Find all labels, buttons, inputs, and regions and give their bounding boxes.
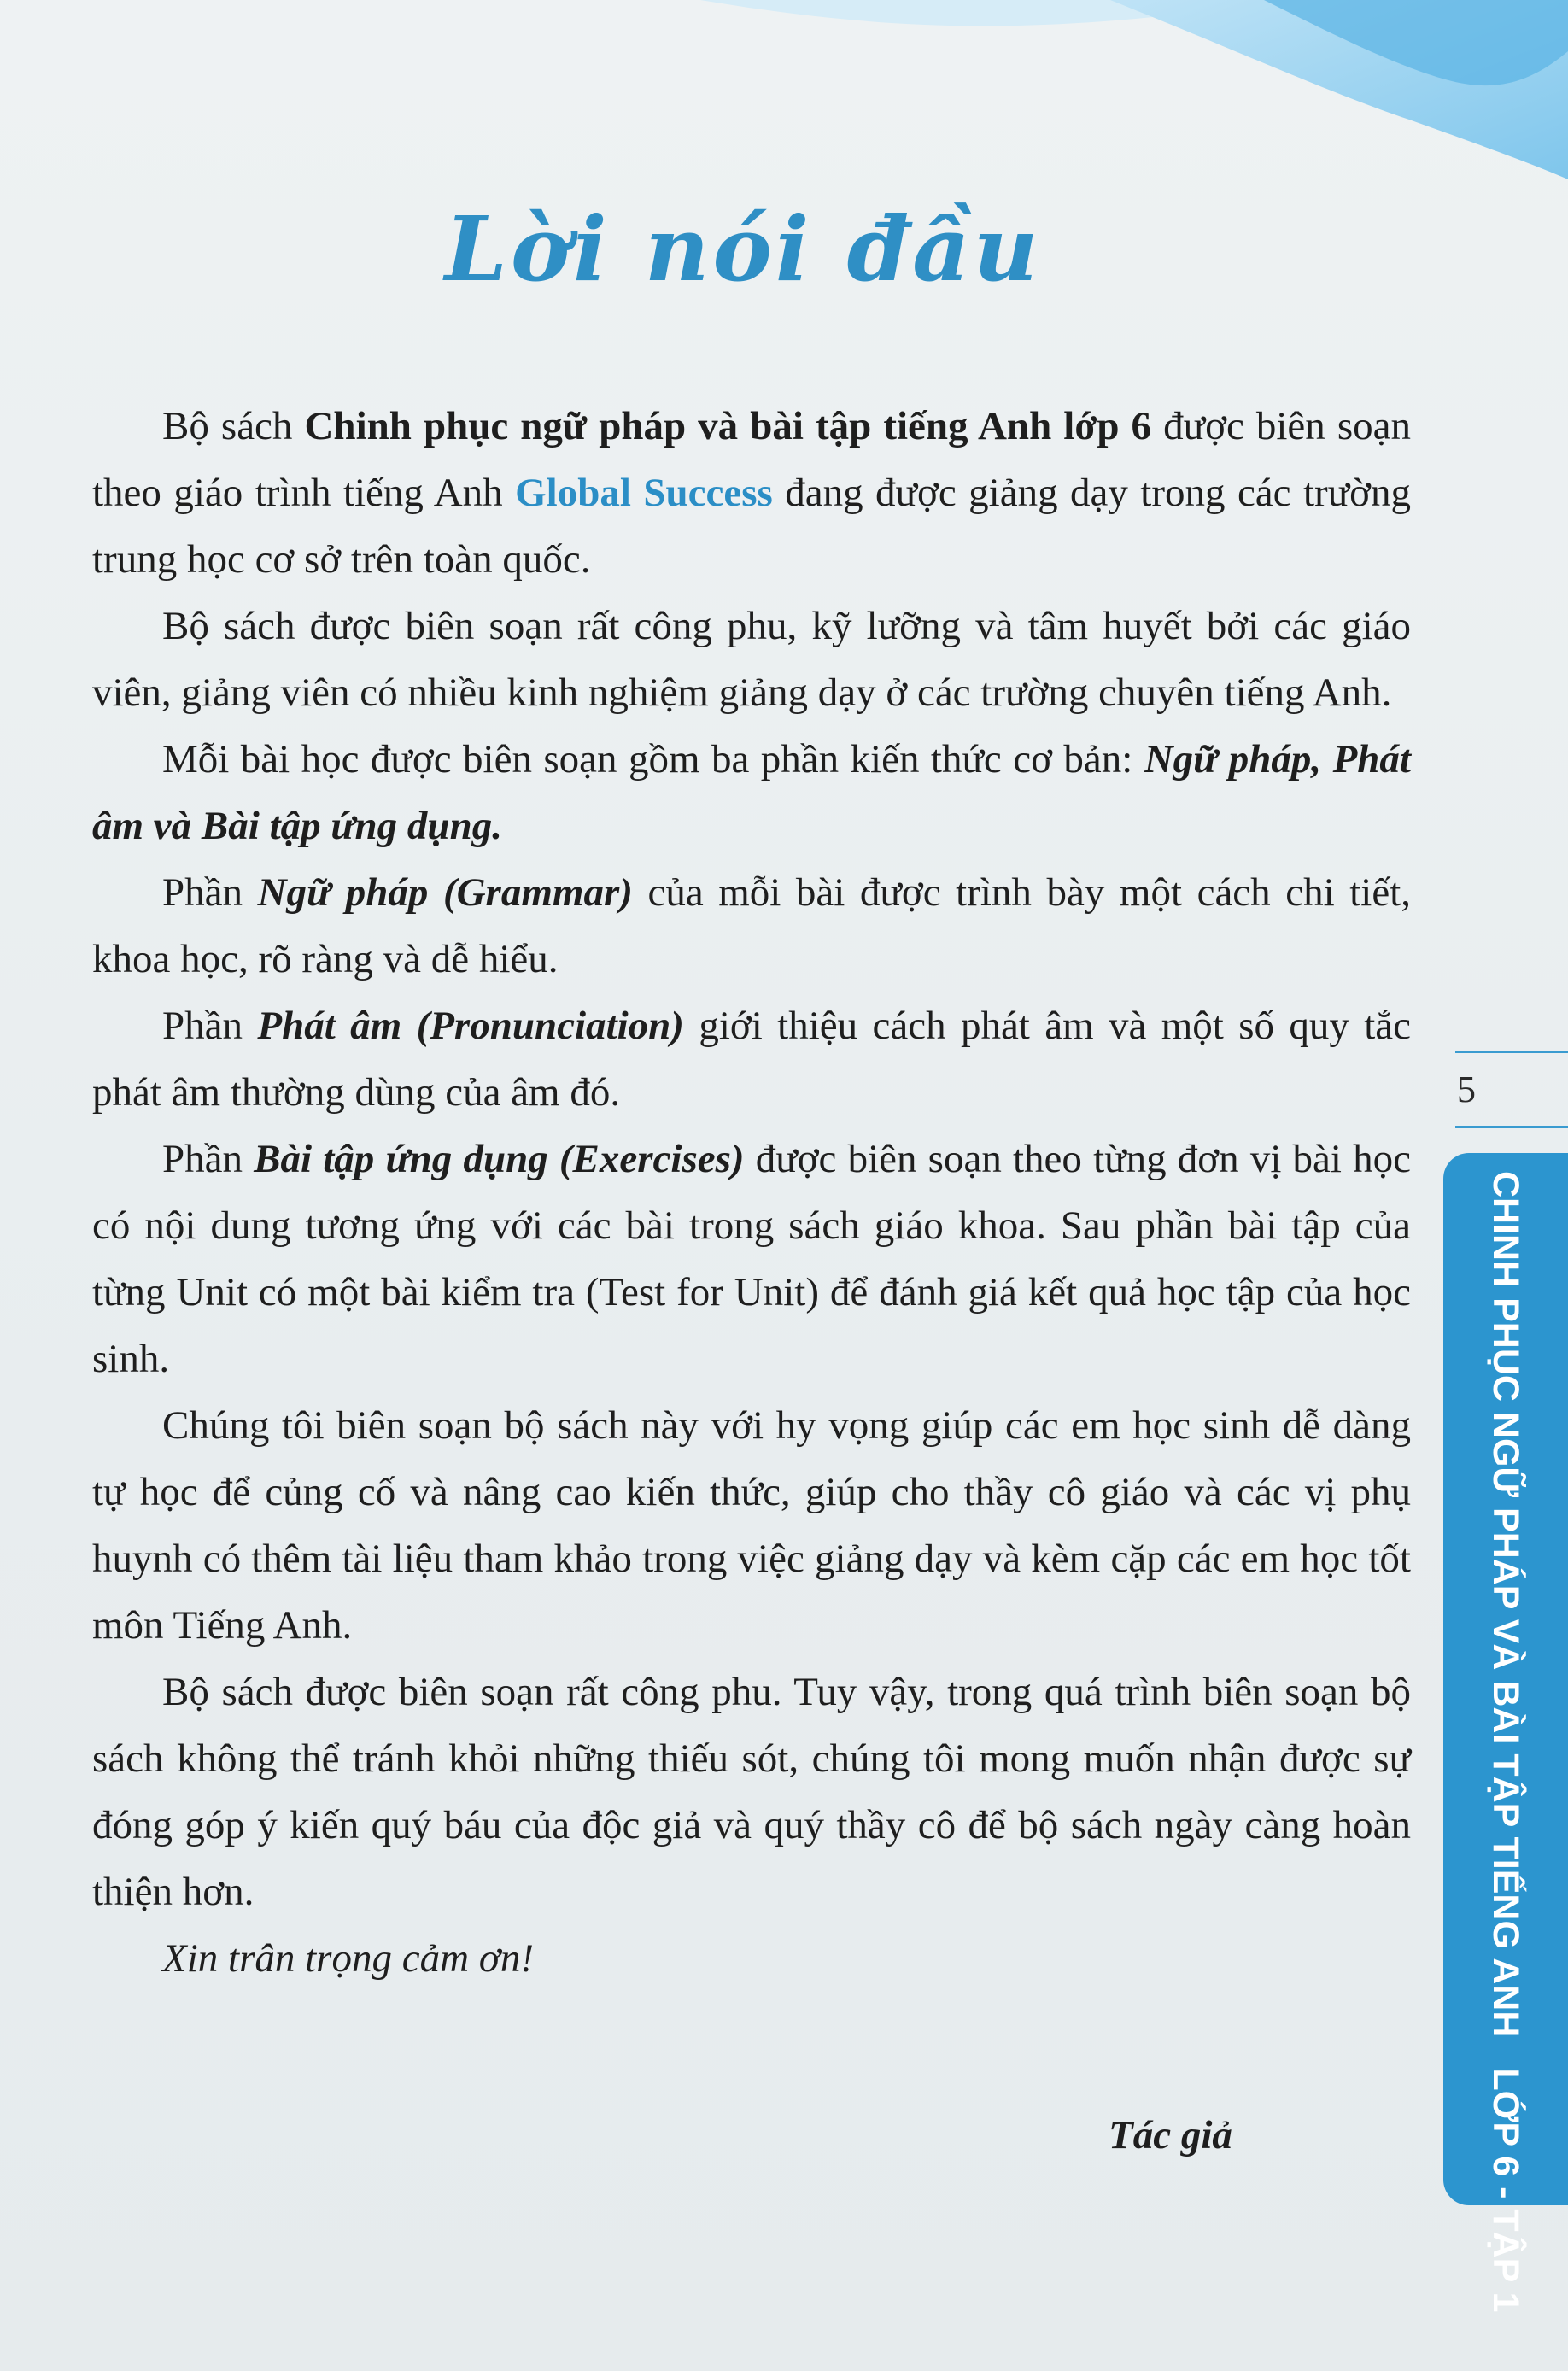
divider xyxy=(1455,1051,1568,1053)
paragraph-text: được biên soạn theo giáo trình tiếng Anh xyxy=(92,404,1411,515)
paragraph-3 xyxy=(92,726,1411,859)
preface-body xyxy=(92,393,1411,1992)
page-title: Lời nói đầu xyxy=(444,196,1042,301)
paragraph-5 xyxy=(92,992,1411,1126)
paragraph-text: Bộ sách xyxy=(162,404,305,448)
closing-line: Xin trân trọng cảm ơn! xyxy=(162,1936,535,1981)
emphasis-text: Phát âm (Pronunciation) xyxy=(257,1004,684,1048)
decorative-wave xyxy=(0,0,1568,222)
paragraph-text: được biên soạn theo từng đơn vị bài học có nội dung tương ứng với các bài trong sách giáo khoa. Sau phần bài tập của từng Unit có một bài kiểm tra (Test for Unit) để đánh giá kết quả học tập của học sinh. xyxy=(92,1137,1411,1381)
page-number: 5 xyxy=(1457,1068,1476,1110)
paragraph-2: Bộ sách được biên soạn rất công phu, kỹ lưỡng và tâm huyết bởi các giáo viên, giảng viên có nhiều kinh nghiệm giảng dạy ở các trường chuyên tiếng Anh. xyxy=(92,604,1411,715)
series-title: CHINH PHỤC NGỮ PHÁP VÀ BÀI TẬP TIẾNG ANH xyxy=(1485,1171,1527,2038)
emphasis-text: Ngữ pháp, Phát âm và Bài tập ứng dụng. xyxy=(92,737,1411,848)
paragraph-text: của mỗi bài được trình bày một cách chi tiết, khoa học, rõ ràng và dễ hiểu. xyxy=(92,870,1412,981)
brand-text: Global Success xyxy=(515,471,773,515)
side-tab-label xyxy=(1476,1171,1536,2313)
paragraph-text: Mỗi bài học được biên soạn gồm ba phần kiến thức cơ bản: xyxy=(162,737,1144,782)
paragraph-7: Chúng tôi biên soạn bộ sách này với hy vọng giúp các em học sinh dễ dàng tự học để củng cố và nâng cao kiến thức, giúp cho thầy cô giáo và các vị phụ huynh có thêm tài liệu tham khảo trong việc giảng dạy và kèm cặp các em học tốt môn Tiếng Anh. xyxy=(92,1403,1411,1648)
paragraph-4 xyxy=(92,859,1411,992)
emphasis-text: Ngữ pháp (Grammar) xyxy=(257,870,633,915)
volume-label: LỚP 6 - TẬP 1 xyxy=(1485,2068,1527,2313)
divider xyxy=(1455,1126,1568,1128)
paragraph-8: Bộ sách được biên soạn rất công phu. Tuy vậy, trong quá trình biên soạn bộ sách không thể tránh khỏi những thiếu sót, chúng tôi mong muốn nhận được sự đóng góp ý kiến quý báu của độc giả và quý thầy cô để bộ sách ngày càng hoàn thiện hơn. xyxy=(92,1670,1411,1914)
book-title-text: Chinh phục ngữ pháp và bài tập tiếng Anh lớp 6 xyxy=(304,404,1152,448)
paragraph-text: giới thiệu cách phát âm và một số quy tắc phát âm thường dùng của âm đó. xyxy=(92,1004,1412,1115)
paragraph-6 xyxy=(92,1126,1411,1392)
paragraph-1 xyxy=(92,393,1411,593)
paragraph-text: đang được giảng dạy trong các trường trung học cơ sở trên toàn quốc. xyxy=(92,471,1411,582)
paragraph-text: Phần xyxy=(162,1004,258,1048)
paragraph-text: Phần xyxy=(162,1137,255,1181)
emphasis-text: Bài tập ứng dụng (Exercises) xyxy=(254,1137,745,1181)
paragraph-text: Phần xyxy=(162,870,258,915)
author-signature: Tác giả xyxy=(1109,2113,1232,2157)
